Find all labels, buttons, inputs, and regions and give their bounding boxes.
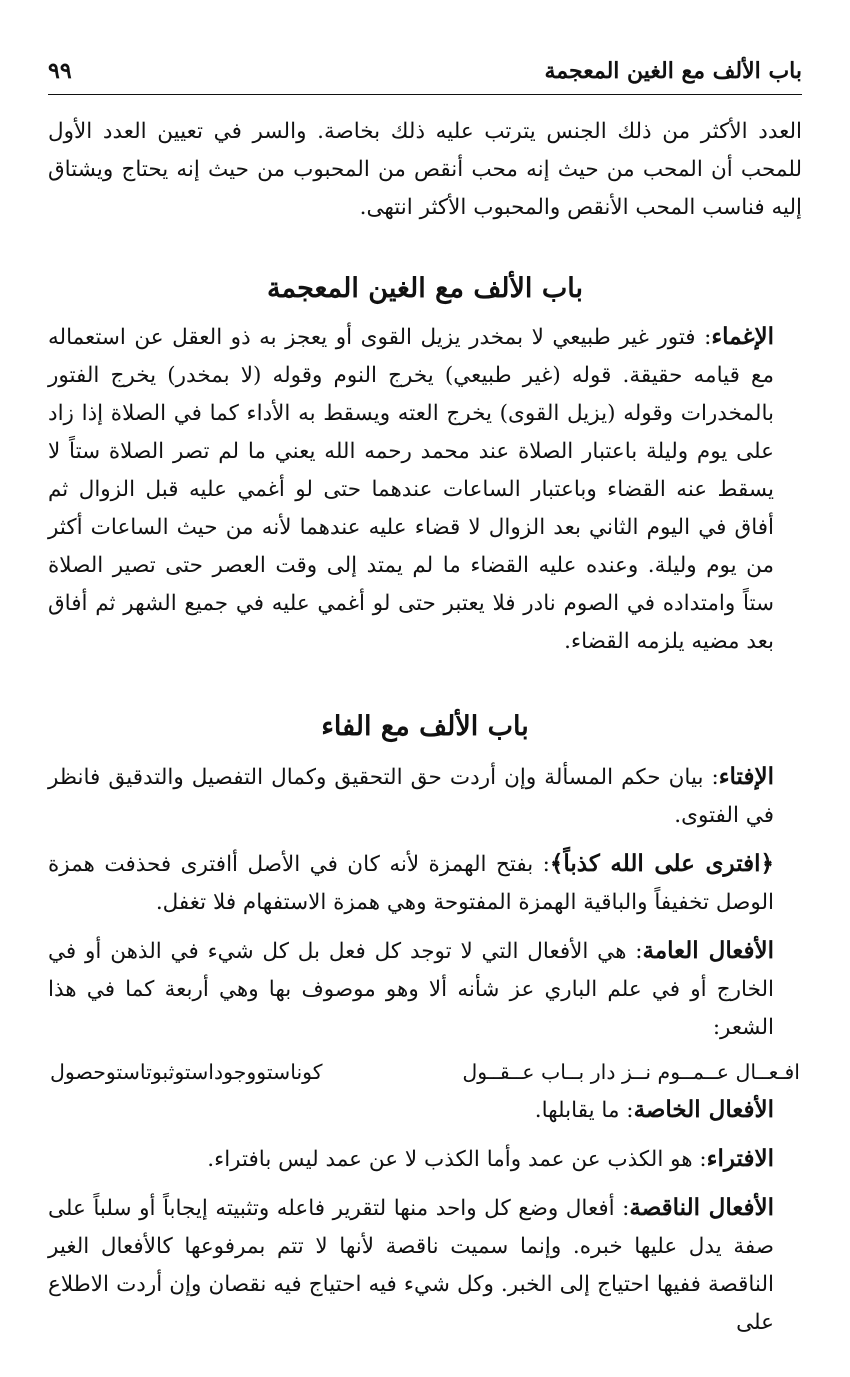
- intro-paragraph: العدد الأكثر من ذلك الجنس يترتب عليه ذلك بخاصة. والسر في تعيين العدد الأول للمحب أن المحب من حيث إنه محب أنقص من المحبوب من حيث إنه يحتاج ويشتاق إليه فناسب المحب الأنقص والمحبوب الأكثر انتهى.: [48, 119, 802, 220]
- entry-iftira: [48, 1140, 802, 1179]
- entry-text: : بيان حكم المسألة وإن أردت حق التحقيق وكمال التفصيل والتدقيق فانظر في الفتوى.: [48, 765, 774, 828]
- entry-term: ﴿افترى على الله كذباً﴾: [549, 850, 774, 877]
- entry-ighma: [48, 318, 802, 661]
- entry-text: : أفعال وضع كل واحد منها لتقرير فاعله وتثبيته إيجاباً أو سلباً على صفة يدل عليها خبره. وإنما سميت ناقصة لأنها لا تتم بمرفوعها كالأفعال الغير الناقصة ففيها احتياج إلى الخبر. وكل شيء فيه احتياج فيه نقصان وإن أردت الاطلاع على: [48, 1196, 774, 1335]
- header-title: باب الألف مع الغين المعجمة: [544, 58, 802, 84]
- entry-afal-naqisa: [48, 1189, 802, 1342]
- entry-term: الافتراء: [706, 1145, 774, 1172]
- entry-afal-khassa: [48, 1091, 802, 1130]
- entry-iftara-quran: [48, 845, 802, 922]
- entry-ifta: [48, 758, 802, 835]
- entry-term: الأفعال العامة: [642, 937, 774, 964]
- poem-hemistich-right: افـعــال عــمــوم نــز دار بــاب عــقــول: [462, 1060, 800, 1084]
- section-heading-ghain: باب الألف مع الغين المعجمة: [267, 273, 583, 304]
- running-header: [48, 58, 802, 95]
- entry-term: الإفتاء: [718, 763, 774, 790]
- poem-verse: [48, 1053, 802, 1091]
- entry-text: : هي الأفعال التي لا توجد كل فعل بل كل شيء في الذهن أو في الخارج أو في علم الباري عز شأنه ألا وهو موصوف بها وهي أربعة كما في هذا الشعر:: [48, 939, 774, 1040]
- entry-term: الأفعال الخاصة: [633, 1096, 774, 1123]
- entry-text: : فتور غير طبيعي لا بمخدر يزيل القوى أو يعجز به ذو العقل عن استعماله مع قيامه حقيقة. قوله (غير طبيعي) يخرج النوم وقوله (لا بمخدر) يخرج الفتور بالمخدرات وقوله (يزيل القوى) يخرج العته ويسقط به الأداء كما في الصلاة إذا زاد على يوم وليلة باعتبار الصلاة عند محمد رحمه الله يعني ما لم تصر الصلاة ستاً لا يسقط عنه القضاء وباعتبار الساعات عندهما حتى لو أغمي عليه قبل الزوال ثم أفاق في اليوم الثاني بعد الزوال لا قضاء عليه عندهما لأنه من حيث الساعات أكثر من يوم وليلة. وعنده عليه القضاء ما لم يمتد إلى وقت العصر حتى تصير الصلاة ستاً وامتداده في الصوم نادر فلا يعتبر حتى لو أغمي عليه في جميع الشهر ثم أفاق بعد مضيه يلزمه القضاء.: [48, 325, 774, 654]
- entry-text: : ما يقابلها.: [534, 1098, 634, 1123]
- section-heading-fa: باب الألف مع الفاء: [321, 711, 529, 742]
- entry-text: : بفتح الهمزة لأنه كان في الأصل أافترى فحذفت همزة الوصل تخفيفاً والباقية الهمزة المفتوحة وهي همزة الاستفهام فلا تغفل.: [48, 852, 774, 915]
- entry-term: الإغماء: [711, 323, 774, 350]
- entry-afal-amma: [48, 932, 802, 1047]
- page-number: ٩٩: [48, 58, 72, 84]
- poem-hemistich-left: كوناستووجوداستوثبوتاستوحصول: [50, 1060, 323, 1084]
- entry-text: : هو الكذب عن عمد وأما الكذب لا عن عمد ليس بافتراء.: [207, 1147, 707, 1172]
- entry-term: الأفعال الناقصة: [629, 1194, 774, 1221]
